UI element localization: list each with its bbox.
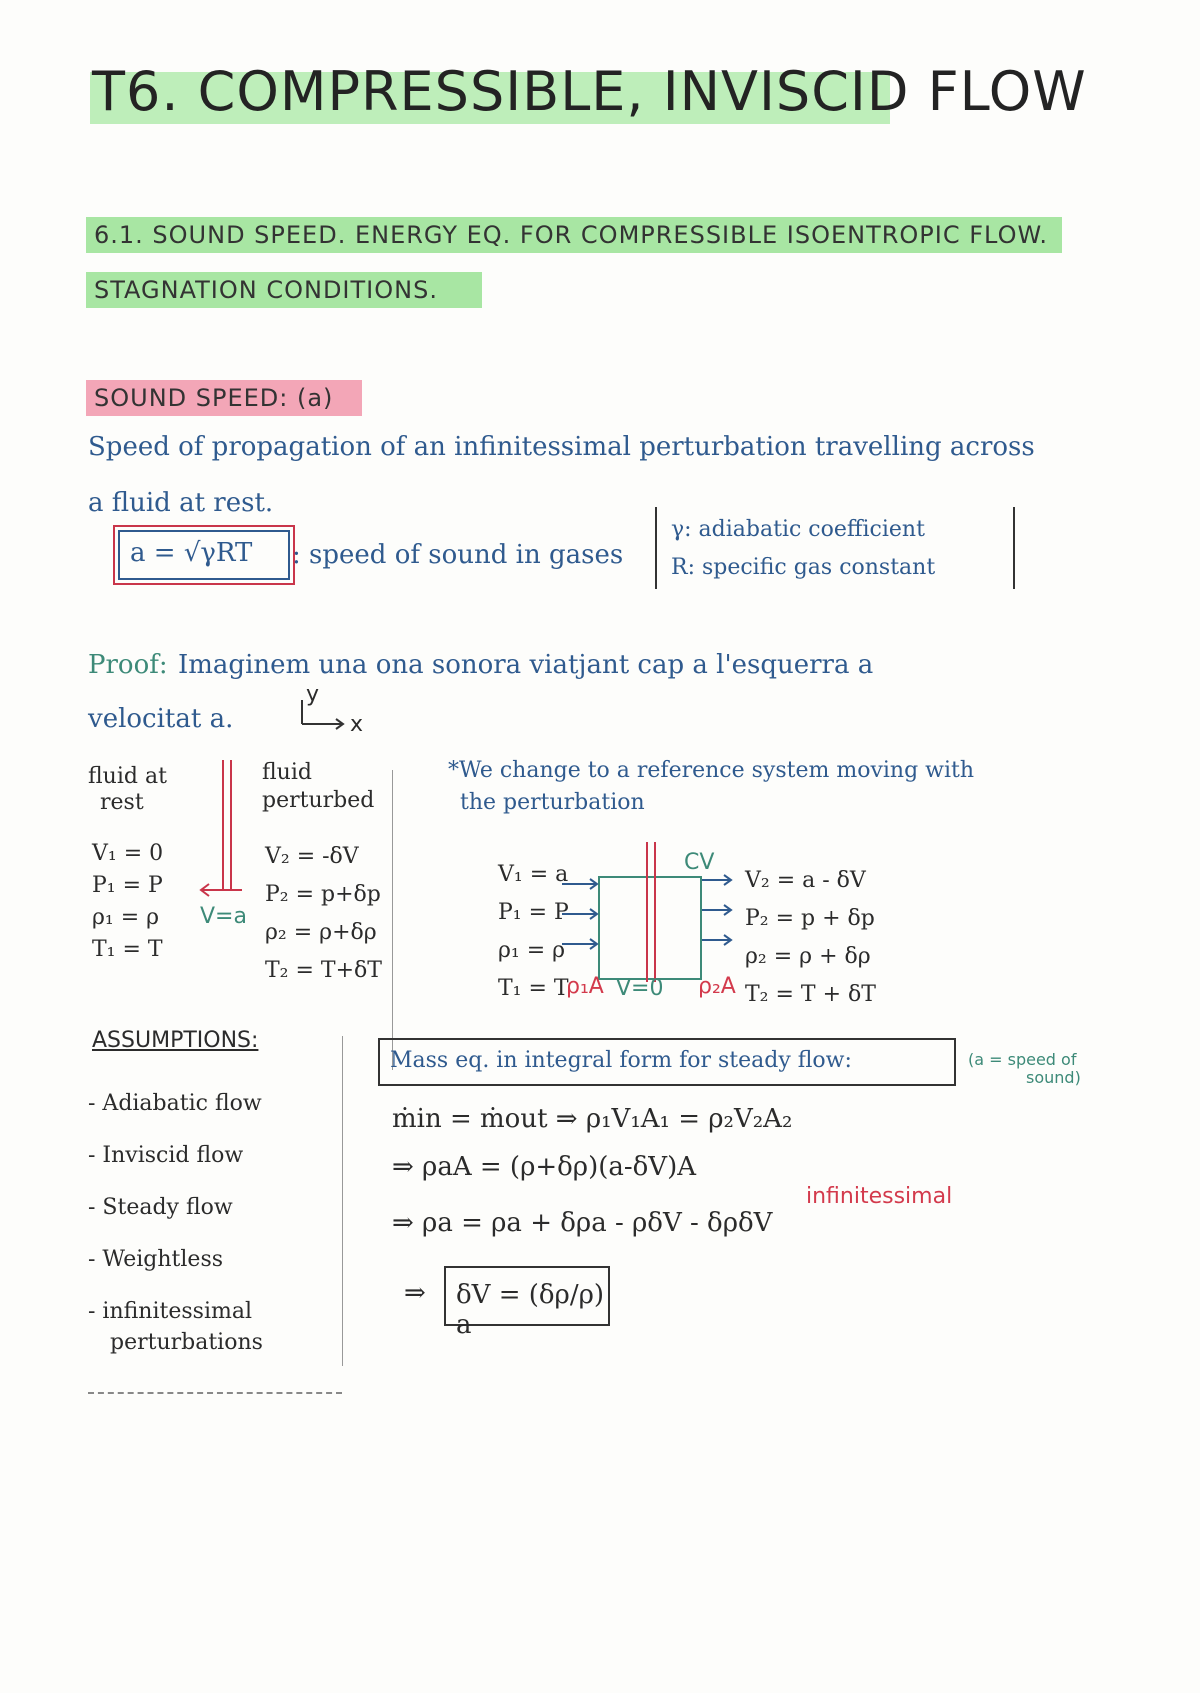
divider (392, 770, 393, 1070)
wave-arrow-icon (196, 880, 246, 900)
perturbed-values (265, 838, 382, 990)
definition-line1: Speed of propagation of an infinitessimal perturbation travelling across (88, 432, 1035, 462)
assumption-item-continued: perturbations (110, 1330, 263, 1355)
axis-y-label: y (306, 682, 320, 707)
sound-speed-heading: SOUND SPEED: (a) (86, 380, 362, 416)
perturbed-value: P₂ = p+δp (265, 882, 381, 907)
divider (342, 1036, 343, 1366)
fluid-perturbed-label1: fluid (262, 760, 312, 785)
rest-value: ρ₁ = ρ (92, 905, 160, 930)
rest-value: P₁ = P (92, 873, 163, 898)
inflow-value: V₁ = a (498, 862, 569, 887)
cv-wave-line (646, 842, 648, 982)
aside-note1: (a = speed of (968, 1050, 1077, 1069)
axis-x-label: x (350, 712, 364, 737)
legend-bracket (655, 507, 1015, 589)
section-heading-line1: 6.1. SOUND SPEED. ENERGY EQ. FOR COMPRESSIBLE ISOENTROPIC FLOW. (86, 217, 1062, 253)
outflow-area-label: ρ₂A (698, 974, 736, 999)
sound-speed-formula: a = √γRT (130, 538, 253, 568)
mass-eq-line1: ṁin = ṁout ⇒ ρ₁V₁A₁ = ρ₂V₂A₂ (392, 1104, 793, 1134)
fluid-perturbed-label2: perturbed (262, 788, 375, 813)
outflow-value: V₂ = a - δV (745, 868, 866, 893)
perturbed-value: V₂ = -δV (265, 844, 359, 869)
cv-velocity-label: V=0 (616, 976, 664, 1001)
wave-speed-label: V=a (200, 904, 247, 929)
page-title: T6. COMPRESSIBLE, INVISCID FLOW (92, 60, 1087, 123)
infinitessimal-note: infinitessimal (806, 1184, 953, 1209)
proof-label: Proof: (88, 650, 168, 680)
inflow-value: ρ₁ = ρ (498, 938, 566, 963)
inflow-values (498, 856, 569, 1008)
mass-eq-line3: ⇒ ρa = ρa + δρa - ρδV - δρδV (392, 1208, 773, 1238)
outflow-values (745, 862, 876, 1014)
rest-value: T₁ = T (92, 937, 163, 962)
result-box (444, 1266, 610, 1340)
outflow-arrows-icon (700, 870, 740, 980)
outflow-value: ρ₂ = ρ + δρ (745, 944, 871, 969)
inflow-value: P₁ = P (498, 900, 569, 925)
formula-description: : speed of sound in gases (292, 540, 624, 570)
reference-note1: *We change to a reference system moving with (448, 758, 975, 783)
legend-gamma: γ: adiabatic coefficient (671, 517, 925, 542)
legend-R: R: specific gas constant (671, 555, 936, 580)
control-volume (598, 876, 702, 980)
definition-line2: a fluid at rest. (88, 488, 274, 518)
mass-eq-line2: ⇒ ρaA = (ρ+δρ)(a-δV)A (392, 1152, 697, 1182)
result-equation: δV = (δρ/ρ) a (456, 1280, 605, 1340)
reference-note2: the perturbation (460, 790, 645, 815)
result-arrow: ⇒ (404, 1278, 426, 1308)
section-heading-line2: STAGNATION CONDITIONS. (86, 272, 482, 308)
assumption-item: - Adiabatic flow (88, 1091, 262, 1116)
assumptions-list (88, 1078, 262, 1338)
rest-value: V₁ = 0 (92, 841, 164, 866)
fluid-rest-label2: rest (100, 790, 144, 815)
axes-icon (290, 690, 380, 740)
outflow-value: P₂ = p + δp (745, 906, 875, 931)
assumption-item: - Steady flow (88, 1195, 233, 1220)
formula-box (118, 530, 290, 580)
cv-label: CV (684, 850, 715, 875)
assumption-item: - infinitessimal (88, 1299, 253, 1324)
perturbed-value: ρ₂ = ρ+δρ (265, 920, 377, 945)
proof-text1: Imaginem una ona sonora viatjant cap a l'esquerra a (178, 650, 874, 680)
mass-eq-heading-box (378, 1038, 956, 1086)
cv-wave-line (654, 842, 656, 982)
perturbed-value: T₂ = T+δT (265, 958, 382, 983)
mass-eq-heading: Mass eq. in integral form for steady flow: (390, 1048, 852, 1073)
assumption-item: - Inviscid flow (88, 1143, 244, 1168)
assumptions-heading: ASSUMPTIONS: (92, 1028, 259, 1053)
aside-note2: sound) (1026, 1068, 1081, 1087)
outflow-value: T₂ = T + δT (745, 982, 876, 1007)
rest-values (92, 838, 163, 966)
fluid-rest-label1: fluid at (88, 764, 167, 789)
wave-front-line (230, 760, 232, 890)
wave-front-line (222, 760, 224, 890)
assumption-item: - Weightless (88, 1247, 224, 1272)
section-end-dashes (88, 1392, 342, 1394)
inflow-area-label: ρ₁A (566, 974, 604, 999)
inflow-value: T₁ = T (498, 976, 569, 1001)
proof-text2: velocitat a. (88, 704, 234, 734)
